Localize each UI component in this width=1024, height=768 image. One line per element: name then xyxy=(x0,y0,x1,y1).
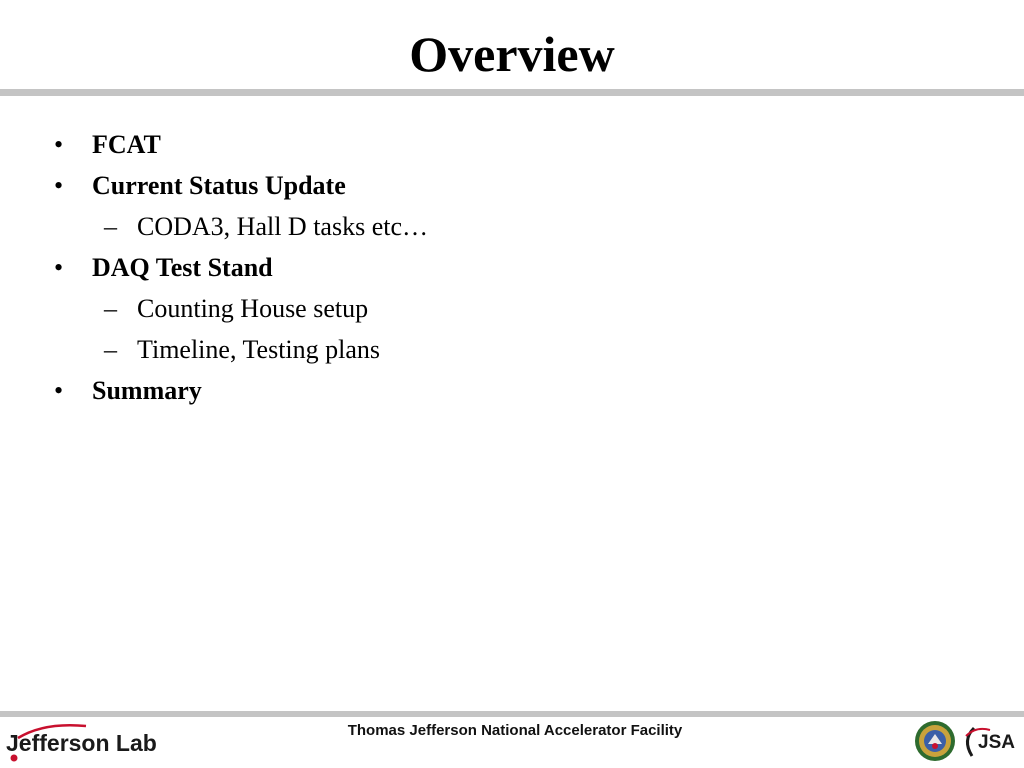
top-divider xyxy=(0,89,1024,96)
dash-glyph: – xyxy=(104,294,117,323)
list-item-text: Current Status Update xyxy=(92,171,346,200)
bullet-glyph: • xyxy=(54,130,64,159)
bullet-glyph: • xyxy=(54,171,64,200)
slide-title: Overview xyxy=(409,26,615,82)
dash-glyph: – xyxy=(104,335,117,364)
list-item xyxy=(0,370,1024,411)
logo-text: Jefferson Lab xyxy=(6,730,157,756)
sub-list-item xyxy=(0,288,1024,329)
bullet-list xyxy=(0,124,1024,411)
sub-list-item xyxy=(0,206,1024,247)
list-item-text: DAQ Test Stand xyxy=(92,253,273,282)
bottom-divider xyxy=(0,711,1024,717)
list-item-text: Summary xyxy=(92,376,202,405)
sub-list-item xyxy=(0,329,1024,370)
footer-text: Thomas Jefferson National Accelerator Facility xyxy=(347,722,683,739)
sub-list-item-text: Counting House setup xyxy=(137,294,369,323)
dash-glyph: – xyxy=(104,212,117,241)
bullet-glyph: • xyxy=(54,376,64,405)
sub-list-item-text: Timeline, Testing plans xyxy=(137,335,381,364)
list-item-text: FCAT xyxy=(92,130,161,159)
list-item xyxy=(0,124,1024,165)
doe-seal-icon xyxy=(914,720,956,762)
sub-list-item-text: CODA3, Hall D tasks etc… xyxy=(137,212,429,241)
bullet-glyph: • xyxy=(54,253,64,282)
jsa-logo xyxy=(960,718,1022,764)
list-item xyxy=(0,165,1024,206)
jefferson-lab-logo xyxy=(4,718,174,764)
jsa-text: JSA xyxy=(978,732,1015,753)
list-item xyxy=(0,247,1024,288)
